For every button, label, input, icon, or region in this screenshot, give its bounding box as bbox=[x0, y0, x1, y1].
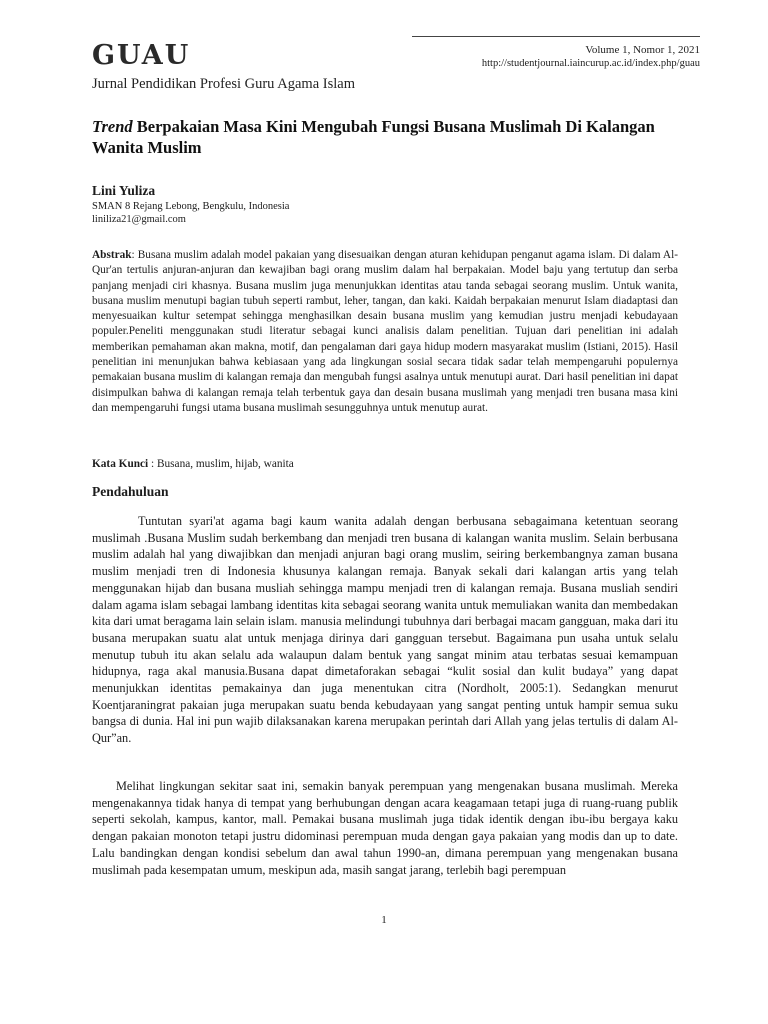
paragraph-2-text: Melihat lingkungan sekitar saat ini, semakin banyak perempuan yang mengenakan busana muslimah. Mereka mengenakannya tidak hanya di tempat yang berhubungan dengan acara keagamaan tetapi juga di ruang-ruang publik seperti sekolah, kampus, kantor, mall. Pemakai busana muslimah juga tidak identik dengan ibu-ibu bergaya kaku dengan pakaian monoton tetapi justru didominasi perempuan muda dengan gaya pakaian yang modis dan up to date. Lalu bandingkan dengan kondisi sebelum dan awal tahun 1990-an, dimana perempuan yang mengenakan busana muslimah pada kesempatan umum, meskipun ada, masih sangat jarang, terlebih bagi perempuan bbox=[92, 779, 678, 877]
header-rule bbox=[412, 36, 700, 37]
section-heading: Pendahuluan bbox=[92, 484, 169, 499]
body-paragraph-2 bbox=[92, 778, 678, 878]
article-title bbox=[92, 116, 692, 158]
title-italic-word: Trend bbox=[92, 117, 133, 136]
abstract-label: Abstrak bbox=[92, 249, 132, 261]
journal-url[interactable]: http://studentjournal.iaincurup.ac.id/index.php/guau bbox=[481, 58, 700, 69]
abstract bbox=[92, 248, 678, 416]
journal-name: Jurnal Pendidikan Profesi Guru Agama Islam bbox=[92, 76, 355, 92]
author-email[interactable]: liniliza21@gmail.com bbox=[92, 214, 186, 225]
volume-info: Volume 1, Nomor 1, 2021 bbox=[585, 44, 700, 56]
paragraph-1-text: Tuntutan syari'at agama bagi kaum wanita adalah dengan berbusana sebagaimana ketentuan seorang muslimah .Busana Muslim sudah berkembang dan menjadi tren busana di kalangan wanita muslim. Selain berbusana muslim adalah hal yang diwajibkan dan menjadi anjuran bagi orang muslim, seiring berkembangnya zaman busana muslim menjadi tren di Indonesia khusunya kalangan remaja. Banyak sekali dari kalangan artis yang telah menggunakan hijab dan busana musliah sehingga mampu menjadi tren di kalangan remaja. Busana musliah sendiri dalam agama islam sebagai lambang identitas kita sebagai seorang wanita untuk memuliakan wanita dan membedakan kita dari umat beragama lain selain islam. manusia melindungi tubuhnya dari berbagai macam gangguan, maka dari itu busana merupakan suatu alat untuk menjaga dirinya dari gangguan tersebut. Bagaimana pun usaha untuk selalu menutup tubuh itu akan selalu ada walaupun dalam bentuk yang sangat minim atau terbatas sesuai kemampuan hidupnya, raga akal manusia.Busana dapat dimetaforakan sebagai “kulit sosial dan kulit budaya” yang dapat menunjukkan identitas pemakainya dan juga menentukan citra (Nordholt, 2005:1). Sedangkan menurut Koentjaraningrat pakaian juga merupakan suatu benda kebudayaan yang sangat penting untuk hampir semua suku bangsa di dunia. Hal ini pun wajib dilaksanakan karena merupakan perintah dari Allah yang jelas tertulis di dalam Al-Qur”an. bbox=[92, 514, 678, 746]
page-number: 1 bbox=[381, 914, 387, 926]
keywords bbox=[92, 458, 678, 470]
author-name: Lini Yuliza bbox=[92, 183, 156, 198]
abstract-text: : Busana muslim adalah model pakaian yang disesuaikan dengan aturan kehidupan penganut agama islam. Di dalam Al-Qur'an tertulis anjuran-anjuran dan kewajiban bagi orang muslim dalam hal berpakaian. Model baju yang tertutup dan serba panjang menjadi ciri khasnya. Busana muslim juga menunjukkan identitas atau tanda sebagai seorang muslim. Untuk wanita, busana muslim menutupi bagian tubuh seperti rambut, leher, tangan, dan kaki. Kaidah berpakaian menurut Islam diadaptasi dan menyesuaikan kultur setempat sehingga menghasilkan desain busana muslim yang kemudian justru menjadi kebudayaan populer.Peneliti menggunakan studi literatur sebagai kunci analisis dalam penelitian. Tujuan dari penelitian ini adalah memberikan pemahaman akan makna, motif, dan pengalaman dari gaya hidup modern masyarakat muslim (Istiani, 2015). Hasil penelitian ini menunjukan bahwa kebiasaan yang ada lingkungan sosial secara tidak sadar telah mempengaruhi populernya pemakaian busana muslim di kalangan remaja dan mengubah fungsi asalnya untuk menutupi aurat. Dari hasil penelitian ini dapat disimpulkan bahwa di kalangan remaja telah terbentuk gaya dan desain busana muslimah yang menjadi tren busana masa kini dan mempengaruhi fungsi utama busana muslimah sesungguhnya untuk menutup aurat. bbox=[92, 249, 678, 414]
keywords-label: Kata Kunci bbox=[92, 458, 149, 470]
title-rest: Berpakaian Masa Kini Mengubah Fungsi Busana Muslimah Di Kalangan Wanita Muslim bbox=[92, 117, 655, 157]
author-affiliation: SMAN 8 Rejang Lebong, Bengkulu, Indonesia bbox=[92, 201, 290, 212]
journal-logo: GUAU bbox=[92, 40, 191, 71]
keywords-text: : Busana, muslim, hijab, wanita bbox=[148, 458, 294, 470]
body-paragraph-1 bbox=[92, 513, 678, 747]
